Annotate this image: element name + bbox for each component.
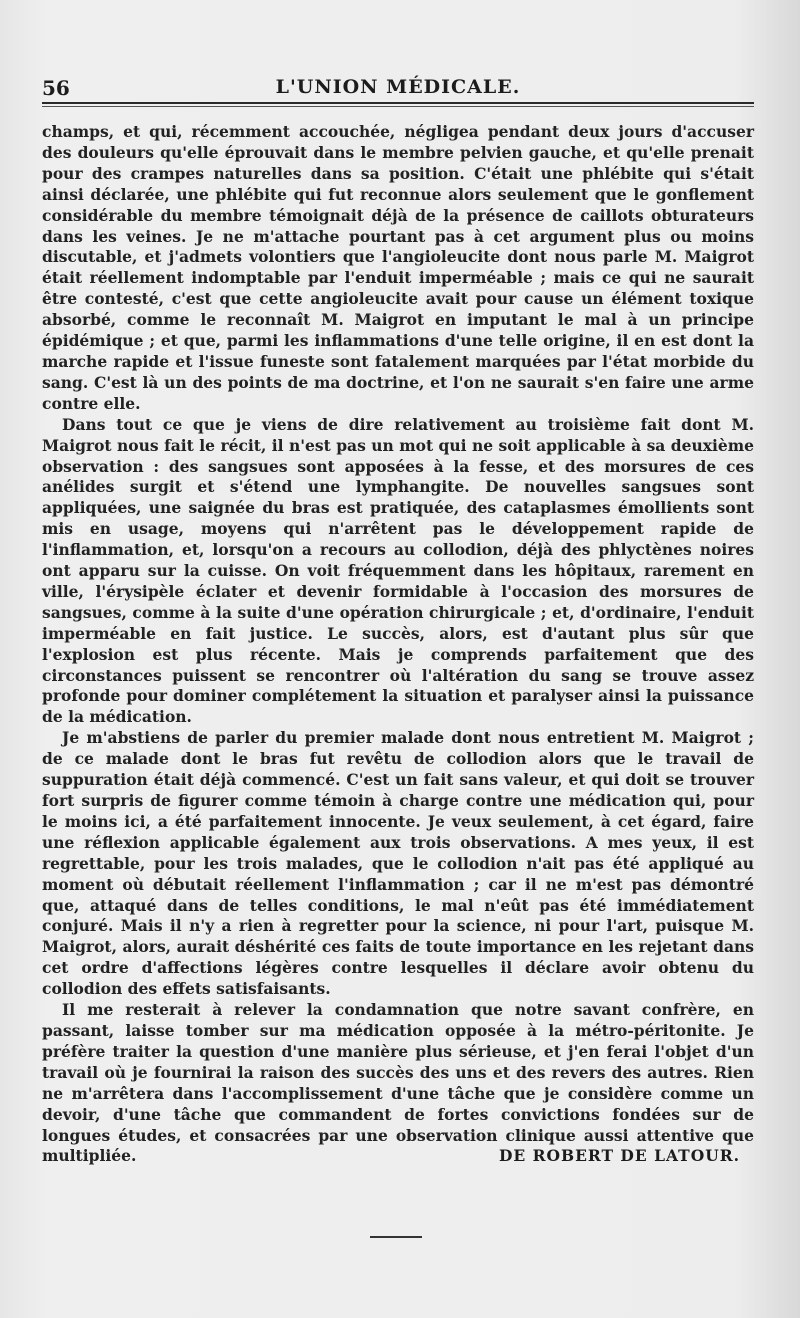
end-rule bbox=[370, 1236, 422, 1238]
author-signature: DE ROBERT DE LATOUR. bbox=[498, 1146, 740, 1165]
paragraph: Dans tout ce que je viens de dire relativement au troisième fait dont M. Maigrot nous fait le récit, il n'est pas un mot qui ne soit applicable à sa deuxième observation : des sangsues sont apposées à la fesse, et des morsures de ces anélides surgit et s'étend une lymphangite. De nouvelles sangsues sont appliquées, une saignée du bras est pratiquée, des cataplasmes émollients sont mis en usage, moyens qui n'arrêtent pas le développement rapide de l'inflammation, et, lorsqu'on a recours au collodion, déjà des phlyctènes noires ont apparu sur la cuisse. On voit fréquemment dans les hôpitaux, rarement en ville, l'érysipèle éclater et devenir formidable à l'occasion des morsures de sangsues, comme à la suite d'une opération chirurgicale ; et, d'ordinaire, l'enduit imperméable en fait justice. Le succès, alors, est d'autant plus sûr que l'explosion est plus récente. Mais je comprends parfaitement que des circonstances puissent se rencontrer où l'altération du sang se trouve assez profonde pour dominer complétement la situation et paralyser ainsi la puissance de la médication. bbox=[42, 414, 754, 727]
journal-title: L'UNION MÉDICALE. bbox=[275, 76, 521, 98]
paragraph: Je m'abstiens de parler du premier malade dont nous entretient M. Maigrot ; de ce malade dont le bras fut revêtu de collodion alors que le travail de suppuration était déjà commencé. C'est un fait sans valeur, et qui doit se trouver fort surpris de figurer comme témoin à charge contre une médication qui, pour le moins ici, a été parfaitement innocente. Je veux seulement, à cet égard, faire une réflexion applicable également aux trois observations. A mes yeux, il est regrettable, pour les trois malades, que le collodion n'ait pas été appliqué au moment où débutait réellement l'inflammation ; car il ne m'est pas démontré que, attaqué dans de telles conditions, le mal n'eût pas été immédiatement conjuré. Mais il n'y a rien à regretter pour la science, ni pour l'art, puisque M. Maigrot, alors, aurait déshérité ces faits de toute importance en les rejetant dans cet ordre d'affections légères contre lesquelles il déclare avoir obtenu du collodion des effets satisfaisants. bbox=[42, 728, 754, 999]
page-number: 56 bbox=[42, 76, 70, 100]
paragraph: champs, et qui, récemment accouchée, négligea pendant deux jours d'accuser des douleurs qu'elle éprouvait dans le membre pelvien gauche, et qu'elle prenait pour des crampes naturelles dans sa position. C'était une phlébite qui s'était ainsi déclarée, une phlébite qui fut reconnue alors seulement que le gonflement considérable du membre témoignait déjà de la présence de caillots obturateurs dans les veines. Je ne m'attache pourtant pas à cet argument plus ou moins discutable, et j'admets volontiers que l'angioleucite dont nous parle M. Maigrot était réellement indomptable par l'enduit imperméable ; mais ce qui ne saurait être contesté, c'est que cette angioleucite avait pour cause un élément toxique absorbé, comme le reconnaît M. Maigrot en imputant le mal à un principe épidémique ; et que, parmi les inflammations d'une telle origine, il en est dont la marche rapide et l'issue funeste sont fatalement marquées par l'état morbide du sang. C'est là un des points de ma doctrine, et l'on ne saurait s'en faire une arme contre elle. bbox=[42, 122, 754, 413]
page-header bbox=[42, 76, 754, 102]
paragraph: Il me resterait à relever la condamnation que notre savant confrère, en passant, laisse tomber sur ma médication opposée à la métro-péritonite. Je préfère traiter la question d'une manière plus sérieuse, et j'en ferai l'objet d'un travail où je fournirai la raison des succès des uns et des revers des autres. Rien ne m'arrêtera dans l'accomplissement d'une tâche que je considère comme un devoir, d'une tâche que commandent de fortes convictions fondées sur de longues études, et consacrées par une observation clinique aussi attentive que multipliée. bbox=[42, 1000, 754, 1166]
header-rule-thin bbox=[42, 106, 754, 107]
header-rule bbox=[42, 102, 754, 104]
article-body bbox=[42, 122, 754, 1167]
